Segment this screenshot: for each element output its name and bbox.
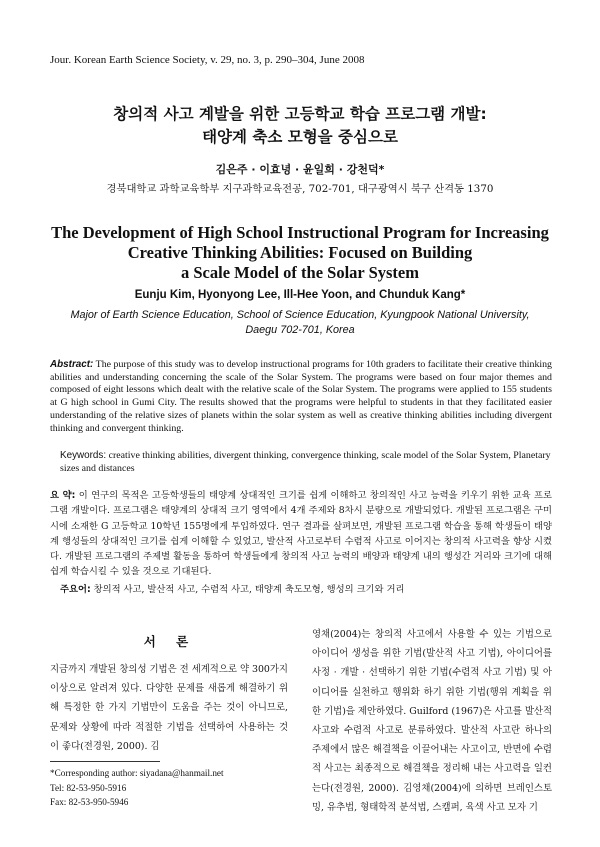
- body-column-left: 지금까지 개발된 창의성 기법은 전 세계적으로 약 300가지 이상으로 알려져 있다. 다양한 문제를 새롭게 해결하기 위해 특정한 한 가지 기법만이 도움을 주는 것이 아니므로, 문제와 상황에 따라 적절한 기법을 선택하여 사용하는 것이 좋다(전경원, 2000). 김: [50, 664, 288, 752]
- korean-authors: 김은주 · 이효녕 · 윤일희 · 강천덕*: [215, 163, 385, 176]
- korean-title-line-2: 태양계 축소 모형을 중심으로: [202, 128, 398, 146]
- korean-abstract: [50, 488, 552, 580]
- abstract: [50, 359, 552, 435]
- abstract-label: Abstract:: [50, 359, 94, 370]
- korean-keywords-label: 주요어:: [60, 584, 91, 595]
- english-title-line-2: Creative Thinking Abilities: Focused on Building: [127, 243, 473, 262]
- english-title: [30, 223, 570, 283]
- keywords-label: Keywords:: [60, 450, 107, 461]
- keywords-text: creative thinking abilities, divergent thinking, convergence thinking, scale model of the Solar System, Planetary sizes and distances: [60, 450, 551, 474]
- korean-affiliation: 경북대학교 과학교육학부 지구과학교육전공, 702-701, 대구광역시 북구 산격동 1370: [106, 183, 494, 195]
- korean-title-line-1: 창의적 사고 계발을 위한 고등학교 학습 프로그램 개발:: [113, 105, 487, 123]
- keywords: [60, 450, 552, 475]
- fax: Fax: 82-53-950-5946: [50, 797, 129, 807]
- footnote-divider: [50, 761, 160, 762]
- korean-keywords-text: 창의적 사고, 발산적 사고, 수렴적 사고, 태양계 축도모형, 행성의 크기와 거리: [90, 584, 405, 595]
- korean-keywords: [60, 581, 552, 595]
- corresponding-author: *Corresponding author: siyadana@hanmail.net: [50, 768, 224, 778]
- body-column-right: 영채(2004)는 창의적 사고에서 사용할 수 있는 기법으로 아이디어 생성을 위한 기법(발산적 사고 기법), 아이디어를 사정 · 개발 · 선택하기 위한 기법(수렴적 사고 기법) 및 아이디어를 실천하고 행위화 하기 위한 기법(행위 계획을 위한 기법)을 제안하였다. Guilford (1967)은 사고를 발산적 사고와 수렴적 사고로 분류하였다. 발산적 사고란 하나의 주제에서 많은 해결책을 이끌어내는 사고이고, 반면에 수렴적 사고는 최종적으로 해결책을 정리해 내는 사고력을 일컨는다(전경원, 2000). 김영채(2004)에 의하면 브레인스토밍, 유추법, 형태학적 분석법, 스캠퍼, 육색 사고 모자 기: [312, 629, 552, 813]
- english-title-line-3: a Scale Model of the Solar System: [180, 263, 419, 282]
- english-title-line-1: The Development of High School Instructional Program for Increasing: [51, 223, 549, 242]
- korean-abstract-text: 이 연구의 목적은 고등학생들의 태양계 상대적인 크기를 쉽게 이해하고 창의적인 사고 능력을 키우기 위한 교육 프로그램 개발이다. 프로그램은 태양계의 상대적 크기 영역에서 4개 주제와 8차시 분량으로 개발되었다. 개발된 프로그램은 구미시에 소재한 G 고등학교 10학년 155명에게 투입하였다. 연구 결과를 살펴보면, 개발된 프로그램 학습을 통해 학생들이 태양계 행성들의 상대적인 크기를 쉽게 이해할 수 있었고, 발산적 사고로부터 수렴적 사고로 이어지는 창의적 사고력을 향상 시켰다. 개발된 프로그램의 주제별 활동을 통하여 학생들에게 창의적 사고 능력의 배양과 태양계 내의 행성간 거리와 크기에 대해 쉽게 학습시킬 수 있을 것으로 기대된다.: [50, 490, 552, 578]
- korean-title: [40, 103, 560, 149]
- journal-citation: Jour. Korean Earth Science Society, v. 29, no. 3, p. 290–304, June 2008: [50, 54, 365, 66]
- korean-abstract-label: 요 약:: [50, 490, 76, 501]
- english-affiliation: [60, 308, 540, 338]
- abstract-text: The purpose of this study was to develop instructional programs for 10th graders to facilitate their creative thinking abilities and understanding concerning the scale of the Solar System. The programs were based on four major themes and composed of eight lessons which dealt with the relative scale of the Solar System. The programs were applied to 155 students at G high school in Gumi City. The results showed that the programs were helpful to students in that they facilitated easier understanding of the relative sizes of planets within the solar system as well as creative thinking abilities including divergent thinking and convergent thinking.: [50, 359, 552, 434]
- english-authors: Eunju Kim, Hyonyong Lee, Ill-Hee Yoon, and Chunduk Kang*: [134, 289, 466, 301]
- telephone: Tel: 82-53-950-5916: [50, 782, 127, 793]
- footnote: [50, 766, 224, 810]
- english-affiliation-line-2: Daegu 702-701, Korea: [245, 324, 355, 336]
- english-affiliation-line-1: Major of Earth Science Education, School of Science Education, Kyungpook National University,: [70, 309, 530, 321]
- section-heading-introduction: 서 론: [143, 634, 197, 649]
